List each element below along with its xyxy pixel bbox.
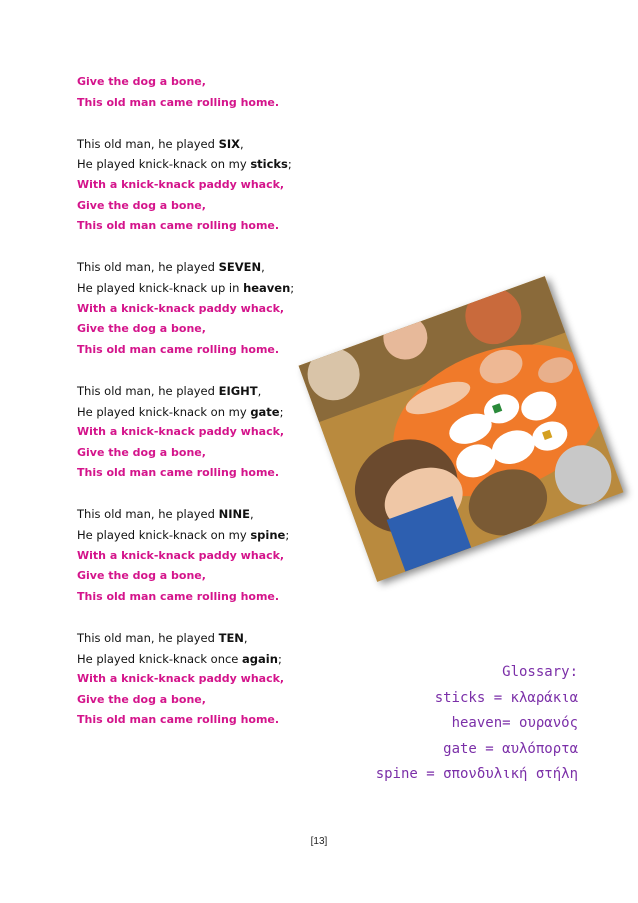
verse-text: This old man, he played <box>77 507 219 522</box>
glossary-entry: gate = αυλόπορτα <box>443 740 578 757</box>
verse-punct: ; <box>290 280 295 295</box>
glossary-entry: heaven= ουρανός <box>451 715 578 731</box>
verse-line <box>77 134 377 155</box>
chorus-line: Give the dog a bone, <box>77 75 206 88</box>
verse-text: He played knick-knack up in <box>77 280 244 295</box>
chorus-line: This old man came rolling home. <box>77 219 280 233</box>
chorus-line: This old man came rolling home. <box>77 466 280 480</box>
stanza-gap <box>77 237 377 258</box>
verse-keyword: gate <box>250 404 280 419</box>
glossary-entry: spine = σπονδυλική στήλη <box>375 766 578 782</box>
verse-keyword: sticks <box>250 157 288 172</box>
verse-keyword: SEVEN <box>218 260 262 275</box>
chorus-line: This old man came rolling home. <box>77 95 280 109</box>
chorus-line: Give the dog a bone, <box>77 569 206 583</box>
verse-punct: ; <box>285 528 290 543</box>
verse-line <box>77 257 377 278</box>
verse-punct: , <box>240 136 244 151</box>
chorus-line: This old man came rolling home. <box>77 342 280 356</box>
children-photo <box>299 276 624 582</box>
photo-frame <box>310 300 600 600</box>
verse-text: This old man, he played <box>77 383 219 398</box>
chorus-line: Give the dog a bone, <box>77 322 206 336</box>
chorus-line: Give the dog a bone, <box>77 445 206 459</box>
verse-line <box>77 154 377 175</box>
chorus-line: Give the dog a bone, <box>77 692 206 706</box>
glossary-title: Glossary: <box>502 664 578 680</box>
chorus-line: With a knick-knack paddy whack, <box>77 425 285 439</box>
chorus-line: With a knick-knack paddy whack, <box>77 301 285 315</box>
stanza-gap <box>77 607 377 628</box>
verse-keyword: TEN <box>218 631 244 646</box>
verse-keyword: EIGHT <box>218 383 258 398</box>
verse-punct: , <box>261 260 265 275</box>
verse-text: He played knick-knack on my <box>77 157 251 172</box>
stanza-gap <box>77 113 377 134</box>
verse-punct: , <box>257 383 262 398</box>
verse-punct: ; <box>277 651 282 666</box>
chorus-line: Give the dog a bone, <box>77 198 206 212</box>
verse-punct: ; <box>279 404 284 419</box>
verse-line <box>77 628 377 649</box>
verse-keyword: again <box>242 651 278 666</box>
verse-keyword: heaven <box>243 280 291 295</box>
verse-text: This old man, he played <box>77 260 219 275</box>
verse-keyword: spine <box>250 528 286 543</box>
chorus-line: This old man came rolling home. <box>77 713 280 727</box>
chorus-line: This old man came rolling home. <box>77 589 280 603</box>
verse-text: This old man, he played <box>77 631 219 646</box>
verse-keyword: SIX <box>218 136 241 151</box>
glossary-entry: sticks = κλαράκια <box>434 689 578 706</box>
chorus-line: With a knick-knack paddy whack, <box>77 177 285 191</box>
verse-keyword: NINE <box>218 507 250 522</box>
verse-line <box>77 278 377 299</box>
verse-punct: , <box>243 631 248 646</box>
verse-text: He played knick-knack on my <box>77 528 251 543</box>
verse-line <box>77 649 377 670</box>
page-number: [13] <box>310 836 328 847</box>
verse-text: He played knick-knack on my <box>77 404 251 419</box>
glossary <box>376 660 578 788</box>
verse-text: This old man, he played <box>77 136 219 151</box>
verse-text: He played knick-knack once <box>77 651 243 666</box>
chorus-line: With a knick-knack paddy whack, <box>77 672 285 686</box>
verse-punct: , <box>249 507 254 522</box>
chorus-line: With a knick-knack paddy whack, <box>77 548 285 562</box>
verse-punct: ; <box>287 157 292 172</box>
